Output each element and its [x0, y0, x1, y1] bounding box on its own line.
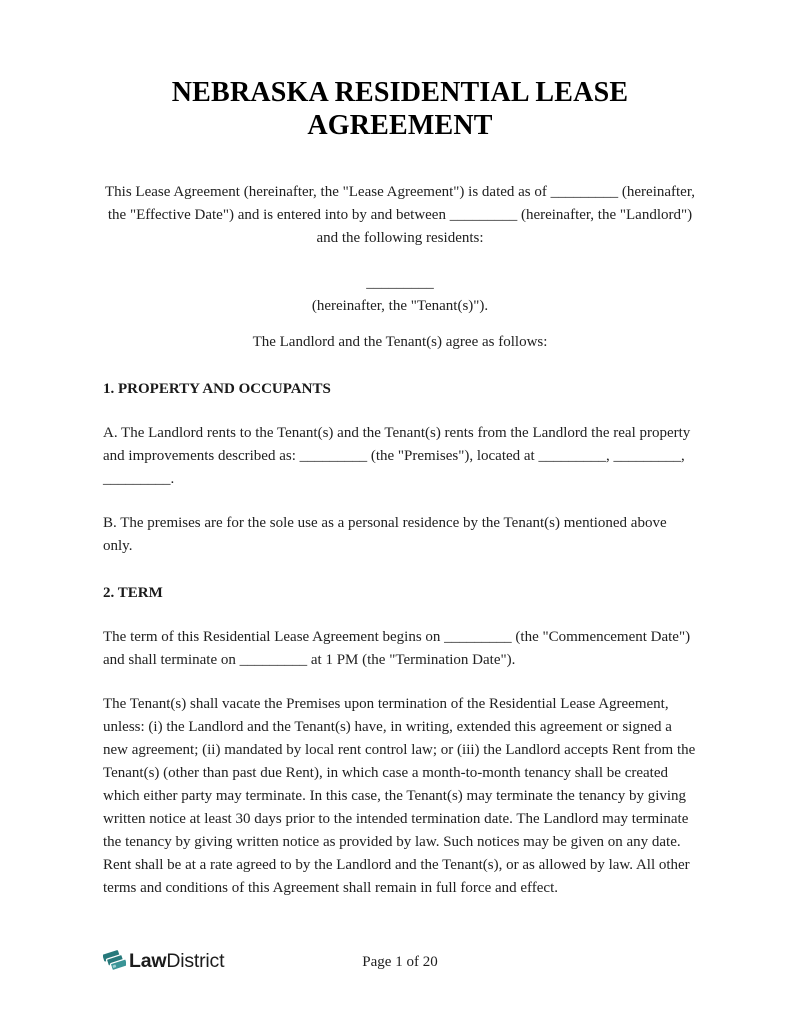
section-1-heading: 1. PROPERTY AND OCCUPANTS	[103, 381, 331, 397]
intro-paragraph: This Lease Agreement (hereinafter, the "Lease Agreement") is dated as of _________ (hereinafter, the "Effective Date") and is entered into by and between _________ (hereinafter, the "Landlord") and the following residents:	[105, 184, 695, 246]
logo-text-district: District	[166, 950, 225, 972]
document-title: NEBRASKA RESIDENTIAL LEASE AGREEMENT	[171, 77, 629, 141]
tenant-name-blank: _________	[366, 275, 434, 291]
tenant-definition: (hereinafter, the "Tenant(s)").	[311, 298, 489, 314]
section-2-paragraph-vacate: The Tenant(s) shall vacate the Premises upon termination of the Residential Lease Agreement, unless: (i) the Landlord and the Tenant(s) have, in writing, extended this agreement or signed a new agreement; (ii) mandated by local rent control law; or (iii) the Landlord accepts Rent from the Tenant(s) (other than past due Rent), in which case a month-to-month tenancy shall be created which either party may terminate. In this case, the Tenant(s) may terminate the tenancy by giving written notice at least 30 days prior to the intended termination date. The Landlord may terminate the tenancy by giving written notice as provided by law. Such notices may be given on any date. Rent shall be at a rate agreed to by the Landlord and the Tenant(s), or as allowed by law. All other terms and conditions of this Agreement shall remain in full force and effect.	[103, 696, 696, 896]
section-2-paragraph-term: The term of this Residential Lease Agreement begins on _________ (the "Commencement Date") and shall terminate on _________ at 1 PM (the "Termination Date").	[103, 629, 691, 668]
lawdistrict-logo	[103, 950, 224, 973]
section-1-paragraph-a: A. The Landlord rents to the Tenant(s) and the Tenant(s) rents from the Landlord the real property and improvements described as: _________ (the "Premises"), located at _________, _________, _________.	[103, 425, 691, 487]
section-1-paragraph-b: B. The premises are for the sole use as a personal residence by the Tenant(s) mentioned above only.	[103, 515, 667, 554]
section-2-heading: 2. TERM	[103, 585, 163, 601]
lawdistrict-logo-icon	[103, 950, 126, 973]
agreement-lead-in: The Landlord and the Tenant(s) agree as follows:	[252, 334, 548, 350]
logo-text-law: Law	[129, 950, 167, 972]
page-number: Page 1 of 20	[362, 954, 438, 970]
page-footer	[103, 948, 697, 980]
